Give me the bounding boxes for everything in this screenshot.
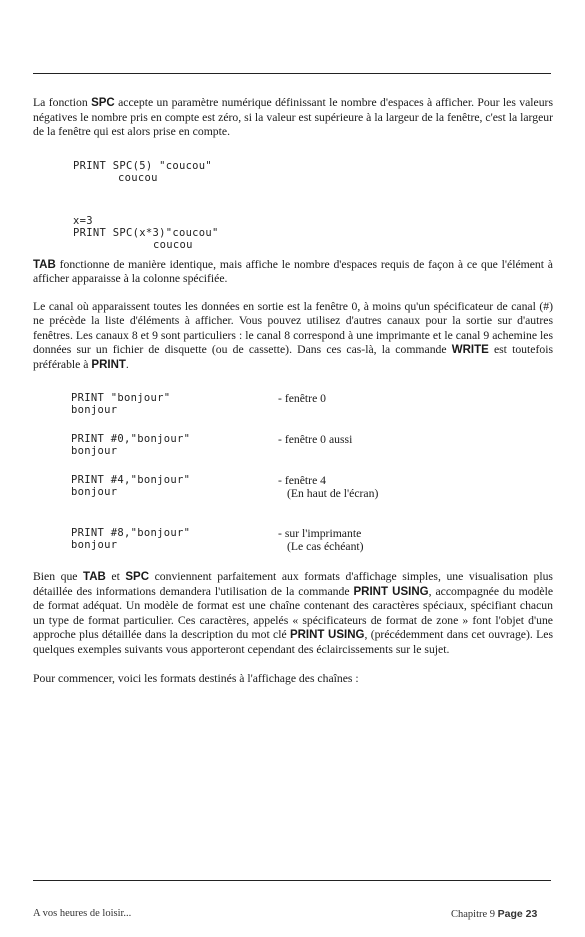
keyword-tab: TAB	[83, 571, 106, 583]
keyword-write: WRITE	[451, 344, 489, 356]
code-output: bonjour	[71, 404, 118, 416]
footer-book-title: A vos heures de loisir...	[33, 908, 132, 919]
text: et	[105, 570, 126, 583]
footer-chapter: Chapitre 9	[451, 909, 496, 920]
bottom-rule	[33, 880, 551, 881]
text: conviennent parfaitement aux formats d'affichage simples, une visualisation plus détaillée des informations demandera l'utilisation de la commande	[33, 570, 553, 598]
code-line: PRINT #0,"bonjour"	[71, 433, 191, 445]
keyword-print-using: PRINT USING	[353, 585, 429, 598]
text: , accompagnée du modèle de format adéquat. Un modèle de format est une chaîne contenant des caractères spéciaux, spécifiant chacun un type de format particulier. Ces caractères, appelés « spécificateurs de format de zone » font l'objet d'une approche plus détaillée dans la description du mot clé	[33, 584, 554, 641]
code-output: bonjour	[71, 539, 118, 551]
example-note: (Le cas échéant)	[287, 540, 364, 553]
text: La fonction	[33, 96, 92, 109]
footer-page-number: Page 23	[497, 908, 538, 920]
code-line: PRINT #4,"bonjour"	[71, 474, 191, 486]
example-description: - sur l'imprimante	[278, 527, 362, 540]
code-line: PRINT SPC(5) "coucou"	[73, 159, 213, 172]
example-row	[71, 433, 553, 457]
text: Le canal où apparaissent toutes les données en sortie est la fenêtre 0, à moins qu'un spécificateur de canal (#) ne précède la liste d'éléments à afficher. Vous pouvez utilisez d'autres canaux pour la sortie sur d'autres fenêtres. Les canaux 8 et 9 sont particuliers : le canal 8 correspond à une imprimante et le canal 9 achemine les données sur un fichier de disquette (ou de cassette). Dans ces cas-là, la commande	[33, 299, 553, 356]
code-line: PRINT #8,"bonjour"	[71, 527, 191, 539]
code-output: coucou	[118, 171, 158, 184]
code-example-1	[73, 160, 553, 184]
text: accepte un paramètre numérique définissant le nombre d'espaces à afficher. Pour les valeurs négatives le nombre pris en compte est zéro, si la valeur est supérieure à la largeur de la fenêtre, c'est la largeur de la fenêtre qui est alors prise en compte.	[33, 96, 554, 138]
code-output: bonjour	[71, 445, 118, 457]
text: est toutefois préférable à	[33, 343, 553, 371]
example-row	[71, 527, 553, 553]
paragraph-tab	[33, 258, 553, 287]
example-row	[71, 474, 553, 500]
paragraph-print-using	[33, 570, 553, 657]
text: Bien que	[33, 570, 84, 583]
code-example-2	[73, 215, 553, 251]
code-output: bonjour	[71, 486, 118, 498]
code-output: coucou	[153, 238, 193, 251]
keyword-print: PRINT	[91, 358, 126, 371]
text: fonctionne de manière identique, mais affiche le nombre d'espaces requis de façon à ce que l'élément à afficher apparaisse à la colonne spécifiée.	[33, 257, 553, 285]
code-line: PRINT "bonjour"	[71, 392, 171, 404]
keyword-tab: TAB	[33, 258, 56, 271]
footer-page-info	[451, 908, 537, 920]
keyword-spc: SPC	[91, 97, 115, 109]
keyword-print-using: PRINT USING	[289, 629, 365, 641]
example-note: (En haut de l'écran)	[287, 487, 379, 500]
code-line: PRINT SPC(x*3)"coucou"	[73, 226, 219, 239]
example-description: - fenêtre 0	[278, 392, 327, 405]
paragraph-intro-formats: Pour commencer, voici les formats destinés à l'affichage des chaînes :	[33, 672, 359, 685]
code-line: x=3	[73, 214, 93, 227]
keyword-spc: SPC	[125, 571, 150, 583]
text: .	[125, 357, 129, 371]
example-row	[71, 392, 553, 416]
top-rule	[33, 73, 551, 74]
paragraph-spc	[33, 96, 553, 140]
paragraph-canal	[33, 300, 553, 373]
example-description: - fenêtre 0 aussi	[278, 433, 353, 446]
examples-table	[71, 392, 553, 553]
page-body	[33, 96, 553, 687]
example-description: - fenêtre 4	[278, 474, 327, 487]
text: , (précédemment dans cet ouvrage). Les quelques exemples suivants vous apporteront cependant des éclaircissements sur le sujet.	[33, 628, 553, 656]
